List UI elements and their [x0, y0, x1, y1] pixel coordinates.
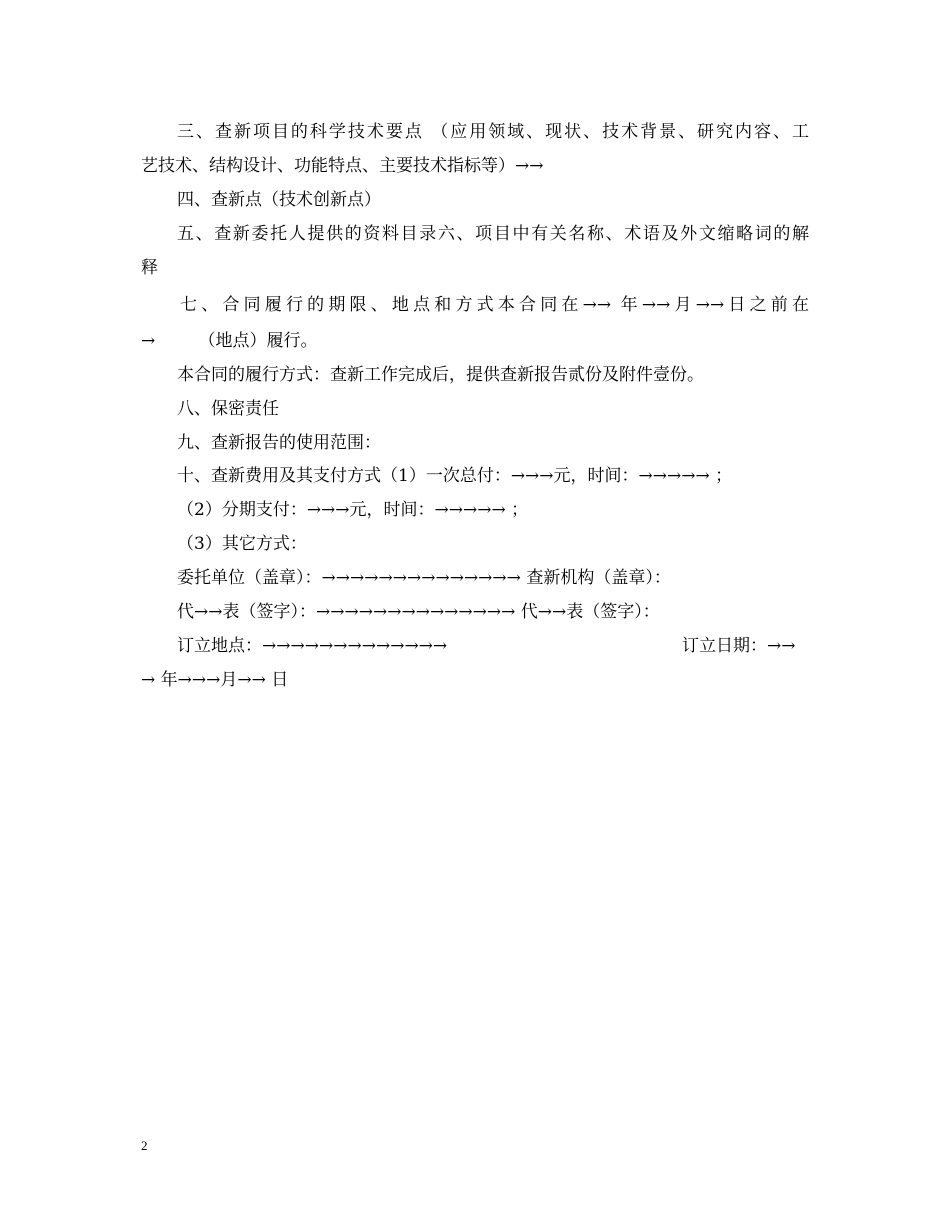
signature-units: 委托单位（盖章）：→→→→→→→→→→→→→→ 查新机构（盖章）：: [177, 568, 671, 588]
signing-place: 订立地点：→→→→→→→→→→→→→: [177, 636, 448, 656]
payment-other: （3）其它方式：: [177, 534, 307, 554]
performance-method: 本合同的履行方式：查新工作完成后，提供查新报告贰份及附件壹份。: [177, 365, 704, 385]
signing-date-value: → 年→→→月→→ 日: [141, 670, 289, 690]
page-number: 2: [141, 1138, 148, 1153]
section-8-heading: 八、保密责任: [177, 399, 279, 419]
section-9-heading: 九、查新报告的使用范围：: [177, 433, 381, 453]
section-7-line-1: 七、合同履行的期限、地点和方式本合同在→→ 年→→月→→日之前在: [180, 295, 809, 315]
section-10-payment-lump: 十、查新费用及其支付方式（1）一次总付：→→→元，时间：→→→→→ ；: [177, 466, 733, 486]
section-4-heading: 四、查新点（技术创新点）: [177, 190, 381, 210]
signature-representatives: 代→→表（签字）：→→→→→→→→→→→→→→ 代→→表（签字）：: [177, 602, 660, 622]
section-3-line-2: 艺技术、结构设计、功能特点、主要技术指标等）→→: [141, 156, 544, 176]
section-7-line-2: → （地点）履行。: [141, 331, 318, 351]
payment-installment: （2）分期支付：→→→元，时间：→→→→→ ；: [177, 500, 529, 520]
section-5-line-2: 释: [141, 258, 158, 278]
section-5-line-1: 五、查新委托人提供的资料目录六、项目中有关名称、术语及外文缩略词的解: [177, 224, 809, 244]
signing-date-label: 订立日期：→→: [682, 636, 796, 656]
section-3-line-1: 三、查新项目的科学技术要点 （应用领域、现状、技术背景、研究内容、工: [177, 122, 809, 142]
